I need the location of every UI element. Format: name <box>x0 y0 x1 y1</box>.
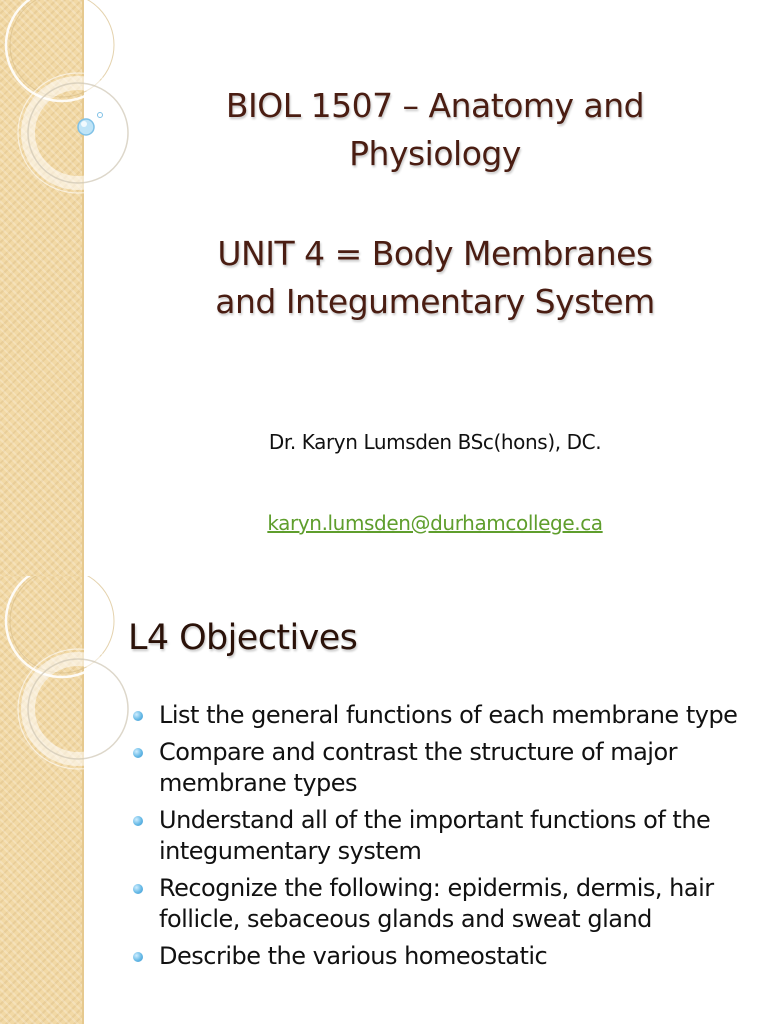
list-item <box>130 737 750 799</box>
objectives-slide <box>0 576 768 1024</box>
objectives-list <box>130 700 750 978</box>
list-item <box>130 941 750 972</box>
unit-title-line-1: UNIT 4 = Body Membranes <box>217 234 653 273</box>
course-title-line-2: Physiology <box>349 134 521 173</box>
objectives-title: L4 Objectives <box>128 618 358 658</box>
list-item <box>130 873 750 935</box>
email-row <box>130 511 740 535</box>
bullet-dot-icon <box>133 884 143 894</box>
list-item-text: Understand all of the important functions of the integumentary system <box>159 806 711 865</box>
list-item-text: Describe the various homeostatic <box>159 942 548 970</box>
title-spacer <box>130 178 740 230</box>
bullet-dot-icon <box>133 816 143 826</box>
bullet-dot-icon <box>133 748 143 758</box>
bullet-dot-icon <box>133 952 143 962</box>
list-item <box>130 700 750 731</box>
list-item <box>130 805 750 867</box>
bullet-dot-icon <box>133 711 143 721</box>
list-item-text: List the general functions of each membrane type <box>159 701 738 729</box>
decorative-side-band <box>0 0 84 576</box>
slide-title <box>130 82 740 326</box>
course-title-line-1: BIOL 1507 – Anatomy and <box>225 86 645 125</box>
decorative-side-band <box>0 576 84 1024</box>
unit-title-line-2: and Integumentary System <box>215 282 655 321</box>
author-name: Dr. Karyn Lumsden BSc(hons), DC. <box>268 430 602 454</box>
list-item-text: Recognize the following: epidermis, dermis, hair follicle, sebaceous glands and sweat gland <box>159 874 714 933</box>
list-item-text: Compare and contrast the structure of major membrane types <box>159 738 678 797</box>
email-link[interactable]: karyn.lumsden@durhamcollege.ca <box>267 511 603 535</box>
